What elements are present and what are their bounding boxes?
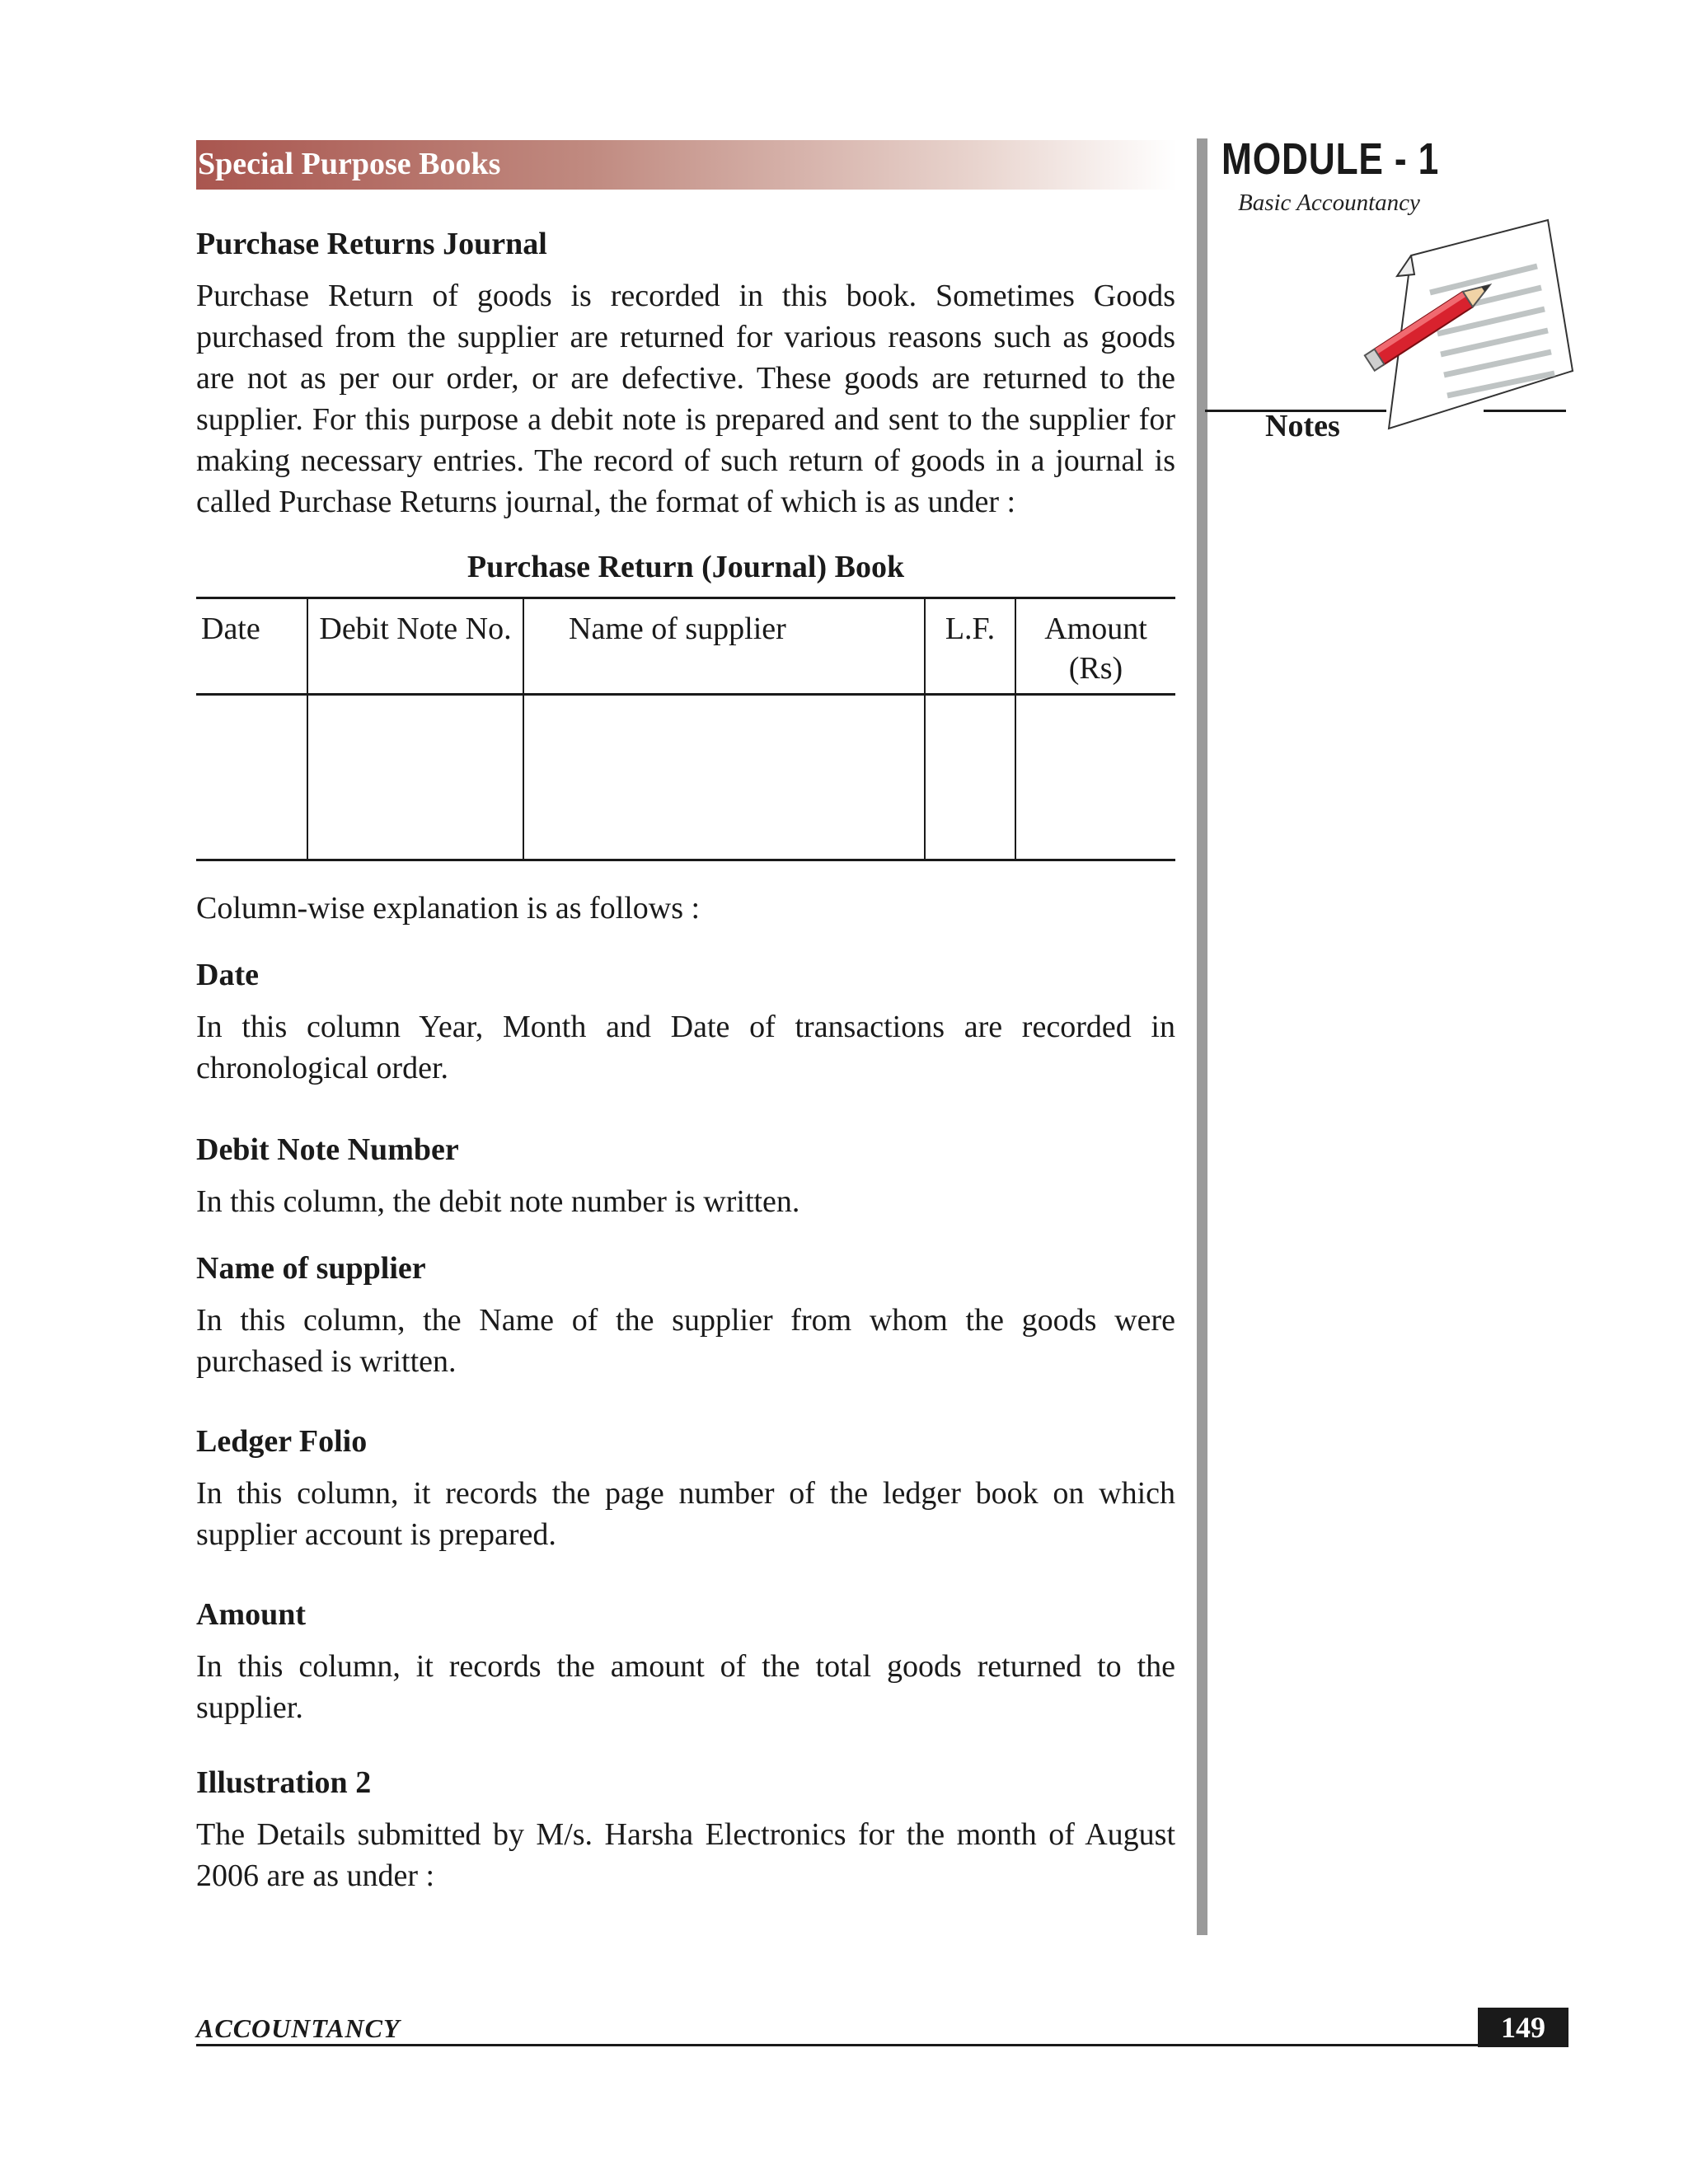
- text-illustration-2: The Details submitted by M/s. Harsha Electronics for the month of August 2006 are as under :: [196, 1817, 1175, 1893]
- heading-purchase-returns-journal: Purchase Returns Journal: [196, 227, 547, 261]
- cell-amount: [1015, 695, 1175, 860]
- text-ledger-folio: In this column, it records the page number of the ledger book on which supplier account is prepared.: [196, 1476, 1175, 1552]
- table-header-row: [196, 598, 1175, 695]
- footer-book-title: ACCOUNTANCY: [196, 2013, 401, 2043]
- column-intro: Column-wise explanation is as follows :: [196, 891, 701, 926]
- main-content: [196, 223, 1175, 1896]
- heading-name-of-supplier: Name of supplier: [196, 1251, 426, 1286]
- heading-amount: Amount: [196, 1597, 307, 1632]
- module-title: MODULE - 1: [1221, 134, 1440, 184]
- module-subtitle: Basic Accountancy: [1238, 190, 1420, 216]
- heading-debit-note-number: Debit Note Number: [196, 1132, 459, 1167]
- header-supplier-name: Name of supplier: [523, 598, 925, 695]
- header-amount: Amount (Rs): [1015, 598, 1175, 695]
- margin-divider: [1197, 138, 1207, 1935]
- notes-label: Notes: [1265, 409, 1340, 443]
- text-debit-note-number: In this column, the debit note number is written.: [196, 1184, 800, 1219]
- purchase-return-table: [196, 597, 1175, 861]
- table-title: Purchase Return (Journal) Book: [467, 550, 905, 584]
- page-number: 149: [1478, 2008, 1568, 2047]
- cell-supplier: [523, 695, 925, 860]
- section-header-bar: [196, 140, 1177, 190]
- cell-debit-note: [307, 695, 523, 860]
- heading-ledger-folio: Ledger Folio: [196, 1424, 368, 1459]
- table-row: [196, 695, 1175, 860]
- section-title: Special Purpose Books: [198, 147, 501, 181]
- heading-date: Date: [196, 958, 259, 992]
- text-date: In this column Year, Month and Date of transactions are recorded in chronological order.: [196, 1010, 1175, 1085]
- heading-illustration-2: Illustration 2: [196, 1765, 372, 1800]
- text-name-of-supplier: In this column, the Name of the supplier from whom the goods were purchased is written.: [196, 1303, 1175, 1379]
- text-amount: In this column, it records the amount of the total goods returned to the supplier.: [196, 1649, 1175, 1725]
- footer-rule: [196, 2044, 1568, 2046]
- notes-rule-right: [1484, 410, 1566, 412]
- header-date: Date: [196, 598, 307, 695]
- cell-lf: [925, 695, 1015, 860]
- header-debit-note-no: Debit Note No.: [307, 598, 523, 695]
- intro-paragraph: Purchase Return of goods is recorded in this book. Sometimes Goods purchased from the supplier are returned for various reasons such as goods are not as per our order, or are defective. These goods are returned to the supplier. For this purpose a debit note is prepared and sent to the supplier for making necessary entries. The record of such return of goods in a journal is called Purchase Returns journal, the format of which is as under :: [196, 279, 1175, 519]
- header-lf: L.F.: [925, 598, 1015, 695]
- cell-date: [196, 695, 307, 860]
